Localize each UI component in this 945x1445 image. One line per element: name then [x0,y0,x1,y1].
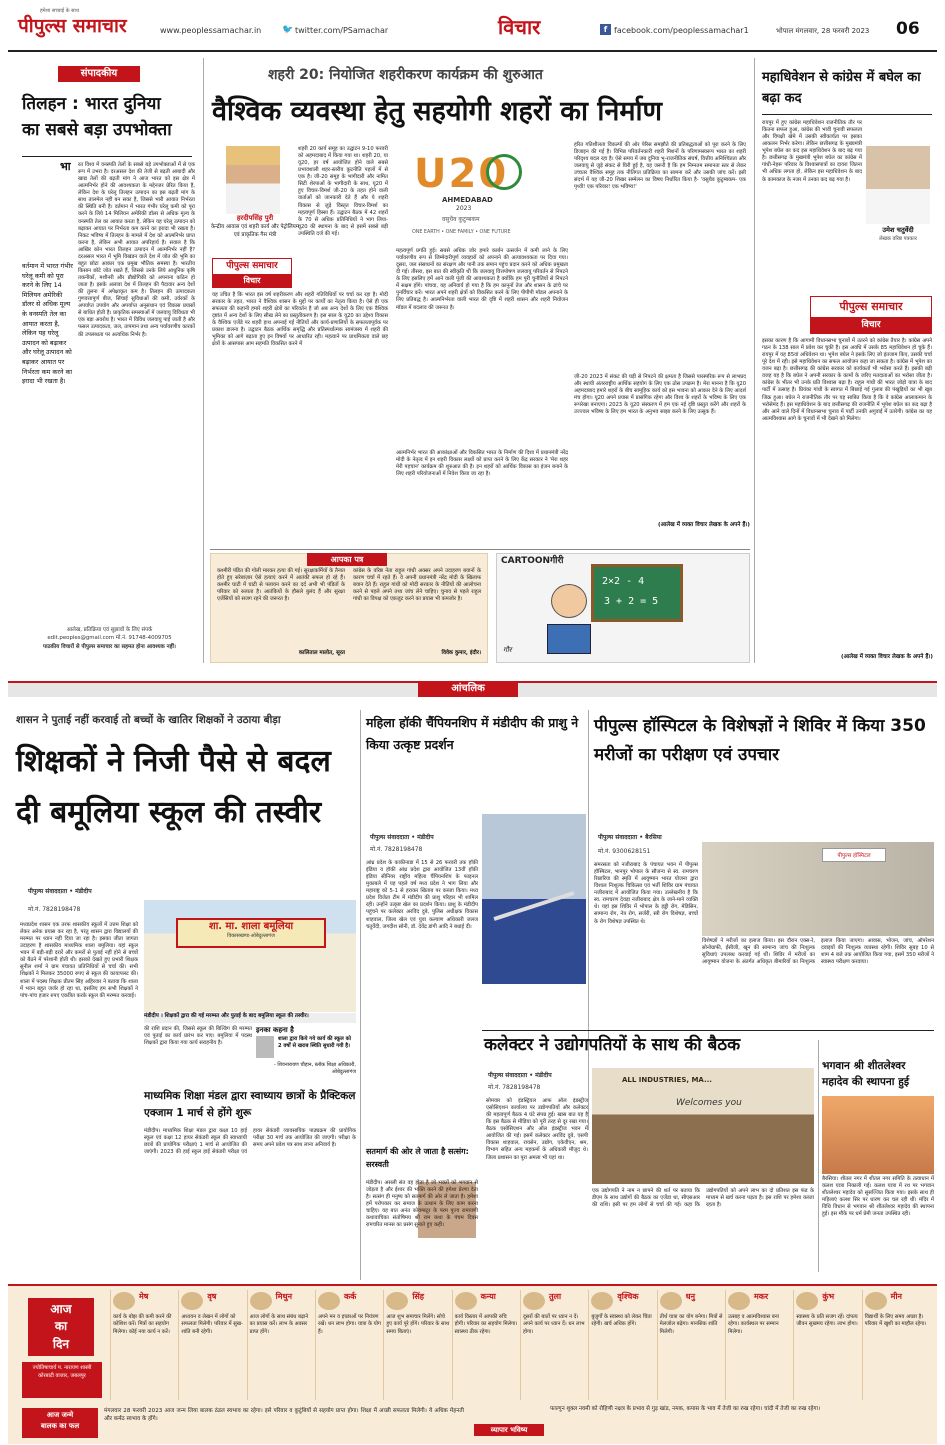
right-body: इसका कारण है कि आगामी विधानसभा चुनावों में उतरने को कांग्रेस तैयार है। कांग्रेस अपने गठन के 138 साल में प्रवेश कर चुकी है। इस अवधि में उसके 85 महाधिवेशन हो चुके हैं। रायपुर में यह 85वां अधिवेशन था। भूपेश बघेल ने इसके लिए जो इंतजाम किए, उसकी चर्चा पूरे देश में रही। इसे महाधिवेशन का सफल आयोजन कहा जा सकता है। कांग्रेस में भूपेश का वजन बढ़ा है। छत्तीसगढ़ की कांग्रेस सरकार को कार्यकर्ता भी भरोसा करते हैं। इसकी बड़ी वजह यह है कि बघेल ने अपनी सरकार के कामों के जरिए मतदाताओं का भरोसा जीता है। कांग्रेस के भीतर भी उनके प्रति विश्वास बढ़ा है। राहुल गांधी की भारत जोड़ो यात्रा के बाद पार्टी में उत्साह है। प्रियंका गांधी के स्वागत में बिछाई गई गुलाब की पंखुड़ियों का भी खूब जिक्र हुआ। बघेल ने राजनीतिक तौर पर यह साबित किया है कि वे कांग्रेस आलाकमान के भरोसेमंद हैं। इस महाधिवेशन के बाद छत्तीसगढ़ की राजनीति में भूपेश बघेल का कद बढ़ा है और आने वाले दिनों में विधानसभा चुनाव में पार्टी उनकी अगुवाई में उतरेगी। कांग्रेस का यह आत्मविश्वास आगे के चुनावों में भी देखने को मिलेगा। [762,338,932,422]
story1-body2: की राशि प्रदान की, जिससे स्कूल की बिल्डिंग की मरम्मत एवं पुताई का कार्य प्रारंभ कर पाए। बमूलिया में पदस्थ शिक्षकों द्वारा किया गया कार्य सराहनीय है। [144,1026,252,1047]
zodiac-sign-text: उत्साह व आत्मविश्वास बना रहेगा। कार्यस्थल पर सम्मान मिलेगा। [728,1314,779,1335]
right-author-photo [866,146,930,224]
editorial-contact-2[interactable]: edit.peoples@gmail.com मो.नं. 91748-4009705 [47,635,172,642]
horoscope-astrologer: ज्योतिषाचार्य प. नारायण शास्त्री कोरबाटी वाजार, जबलपुर [22,1362,102,1398]
zodiac-sign [657,1290,725,1400]
story1-caption: मंडीदीप । शिक्षकों द्वारा की गई मरम्मत और पुताई के बाद बमूलिया स्कूल की तस्वीर। [144,1013,356,1023]
story5-photo [822,1096,934,1174]
page-number: 06 [896,19,920,39]
story2-sub-body: मंडीदीप। असली संत वह होता है जो भक्तों को भगवान से जोड़ता है और ईश्वर की भक्ति करने की हमेशा प्रेरणा देता है। सत्संग ही मनुष्य को सतमार्ग की ओर ले जाता है। हमेशा हमें परोपकार कर समाज के उत्थान के लिए काम करना चाहिए। यह बात अनंत कोयम्बटूर के परम पूज्य रामायणी कथावाचिका संतोषिमय श्री राम कथा के पंचम दिवस रामचरित मानस का प्रसंग सुनाते हुए कही। [366,1180,478,1229]
right-body-top: रायपुर में हुए कांग्रेस महाधिवेशन राजनीतिक तौर पर कितना सफल हुआ, कांग्रेस की भावी चुनावी सफलता और विपक्षी खेमे में उसकी स्वीकार्यता पर इसका आकलन निर्भर करेगा। लेकिन छत्तीसगढ़ के मुख्यमंत्री भूपेश बघेल का कद इस महाधिवेशन के बाद बढ़ गया है। छत्तीसगढ़ के मुखमंत्री भूपेश बघेल का कांग्रेस में गांधी-नेहरू परिवार के विश्वासपात्रों का दायरा जितना भी अधिक लगता हो, लेकिन इस महाधिवेशन के बाद के कामकाज के नजर में उनका कद बढ़ गया है। [762,120,862,183]
zodiac-sign-name: कुंभ [822,1292,835,1301]
story3-body: समरसता को नजीराबाद के पंचायत भवन में पीपुल्स हॉस्पिटल, भानपुर भोपाल के सौजन्य से स्व. रामचरण रिछारिया की स्मृति में आयुष्मान भारत योजना द्वारा विशाल निःशुल्क चिकित्सा एवं भर्ती शिविर ग्राम पंचायत नजीराबाद में आयोजित किया गया। उल्लेखनीय है कि स्व. रामचरण देवड़ा नजीराबाद क्षेत्र के जाने-माने व्यक्ति थे। यहां इस शिविर में भोपाल के हड्डी रोग, मेडिसिन, सामान्य रोग, नेत्र रोग, सर्जरी, स्त्री रोग विशेषज्ञ, बच्चों के रोग विशेषज्ञ उपस्थित थे। [594,862,698,925]
zodiac-sign-text: तीर्थ यात्रा का योग बनेगा। मित्रों से मेलजोल बढ़ेगा। मानसिक शांति मिलेगी। [659,1314,723,1335]
lead-author-photo [226,146,280,214]
zodiac-sign-name: वृश्चिक [617,1292,639,1301]
zodiac-icon [523,1292,545,1310]
story1-quote-text: शाला द्वारा किये गये कार्य की स्कूल को 2 वर्षों से खराब स्थिति सुधारी गयी है। [278,1036,351,1050]
story1-body: मध्यप्रदेश शासन एक तरफ शासकीय स्कूलों में उत्तम शिक्षा को लेकर अनेक प्रयास कर रहा है, परंतु शासन द्वारा विद्यालयों की मरम्मत पर ध्यान नहीं दिया जा रहा है। इसका जीता जागता उदाहरण है शासकीय माध्यमिक शाला बमूलिया। यहां स्कूल भवन में बड़ी-बड़ी दरारें और कमरों से पुताई नहीं होने से बच्चों को बैठने में परेशानी होती थी। इसको देखते हुए प्रभारी शिक्षक सुनील शर्मा ने ग्राम पंचायत प्रतिनिधियों से चर्चा की। सभी शिक्षकों ने मिलकर 35000 रुपए से स्कूल की कायापलट की। शाला में पदस्थ शिक्षक प्रीतम सिंह अहिरवार ने बताया कि शाला में भवन बहुत जर्जर हो रहा था, इसलिए हम सभी शिक्षकों ने पांच-पांच हजार रुपए एकत्रित करके स्कूल की मरम्मत करवाई। [20,922,138,999]
u20-logo-text: U20 [414,151,509,197]
story1-photo [144,900,356,1012]
right-author-name: उमेश चतुर्वेदी [882,226,914,234]
story4-byline: पीपुल्स संवाददाता • मंडीदीप [488,1072,552,1079]
u20-lotus-icon [486,154,522,190]
zodiac-icon [865,1292,887,1310]
zodiac-sign [520,1290,588,1400]
cartoon-board-line2: 3 + 2 = 5 [604,596,659,607]
u20-logo-year: 2023 [456,205,472,212]
story2-photo [482,814,586,984]
zodiac-sign-text: अपने मन व इच्छाओं पर नियंत्रण रखें। धन लाभ होगा। यात्रा के योग हैं। [318,1314,381,1335]
facebook-link[interactable]: facebook.com/peoplessamachar1 [614,26,749,35]
u20-logo-motto: ONE EARTH • ONE FAMILY • ONE FUTURE [412,230,511,235]
zodiac-icon [728,1292,750,1310]
story4-banner-1: ALL INDUSTRIES, MA... [622,1076,712,1084]
letters-col2: कांग्रेस के वरिष्ठ नेता राहुल गांधी अक्सर अपने उदाहरण बयानों के कारण चर्चा में रहते हैं। वे अपनी प्रधानमंत्री नरेंद्र मोदी के खिलाफ बयान देते हैं। राहुल गांधी को मोदी सरकार के नीतियों की आलोचना करने से पहले अपने तथ्य जांच लेने चाहिए। चुनाव से पहले राहुल गांधी का विपक्ष को एकजुट करने का प्रयास भी कमजोर है। [353,568,481,603]
lead-col3: महत्वपूर्ण प्रगति हुई। सबसे अधिक जोर हमारे कार्बन उत्सर्जन में कमी लाने के लिए पर्यावरणीय रूप से जिम्मेदारीपूर्ण व्यवहारों को अपनाने की अत्यावश्यकता पर दिया गया। दूसरा, जल संसाधनों का संरक्षण और पानी तक समान पहुंच प्रदान करने को अधिक प्रमुखता दी गई। तीसरा, इस बात की स्वीकृति थी कि जलवायु वित्तपोषण जलवायु परिवर्तन से निपटने के लिए इसलिए हमें आने वाली पूंजी की आवश्यकता है क्योंकि हम पूरी चुनौतियों से निपटने में सक्षम होंगे। पांचवा, यह अनिवार्य हो गया है कि हम कानूनों तेज और शासन के ढांचे पर पुनर्विचार करें। भारत अपने शहरी क्षेत्रों को विकसित करने के लिए पीपीपी मॉडल अपनाने के लिए प्रतिबद्ध है। आत्मनिर्भरता वाली भारत की दृष्टि में शहरी शासन और शहरी नियोजन मॉडल में बदलाव की जरूरत है। [396,248,568,311]
story1-sub-headline: माध्यमिक शिक्षा मंडल द्वारा स्वाध्याय छात्रों के प्रैक्टिकल एक्जाम 1 मार्च से होंगे शुरू [144,1090,356,1119]
story3-clinic-sign: पीपुल्स हॉस्पिटल [822,848,886,862]
zodiac-sign-name: कर्क [344,1292,357,1301]
story3-byline: पीपुल्स संवाददाता • बैरसिया [598,834,662,841]
cartoon [496,553,750,663]
lead-col2: शहरी 20 कार्य समूह का उद्घाटन 9-10 फरवरी को अहमदाबाद में किया गया था। शहरी 20, या यू20, हर वर्ष आयोजित होने वाले सबसे प्रभावशाली शहर-स्तरीय कूटनीति पहलों में से एक है। जी-20 समूह के भागीदारी और नामित सिटी शेरपाओं के भागीदारी के साथ, यू20 में हुए विचार-विमर्श जी-20 के तहत होने वाली वार्ताओं को जानकारी देते हैं और ये शहरी विकास से जुड़े विस्तृत विचार-विमर्श का महत्वपूर्ण हिस्सा हैं। उद्घाटन बैठक में 42 शहरों के 70 से अधिक प्रतिनिधियों ने भाग लिया- यू20 की स्थापना के बाद से इसमें सबसे बड़ी उपस्थिति दर्ज की गई। [298,146,388,237]
editorial-contact [22,626,197,656]
lead-col2b: यह उचित है कि भारत इस वर्ष शहरीकरण और शहरी गतिविधियों पर चर्चा कर रहा है। मोदी सरकार के तहत, भारत ने वैश्विक शासन के मुद्दों पर कार्यों का नेतृत्व किया है। ऐसे ही एक सफलता की कहानी हमारे शहरी क्षेत्रों का परिवर्तन है जो अब अन्य देशों के लिए एक वैश्विक दृष्टांत में अन्य देशों के लिए सीख लेने का प्रस्तुतीकरण है। इस साल के यू20 का उद्देश्य विकास के वैश्विक एजेंडे पर शहरी हाथ अपनाई गई नीतियों और कार्य-प्रणालियों के सफलतापूर्वक पर प्रकाश डालना है। उद्घाटन बैठक आर्थिक समृद्धि और प्रतिस्पर्धात्मक सामंजस्य में शहरी की भूमिका को आगे बढ़ाता हुए इन विषयों पर आधारित रही। महत्वाने पर प्राथमिकता वाले छह क्षेत्रों के आसपास आम सहमति विकसित करने में [212,292,388,348]
story1-photo-sign-title: शा. मा. शाला बमूलिया [208,921,294,932]
editorial-contact-1: आलेख, प्रतिक्रिया एवं सुझावों के लिए संपर्क [66,627,153,633]
zodiac-sign-name: मेष [139,1292,149,1301]
story1-mobile: मो.नं. 7828198478 [28,906,81,913]
story3-photo [702,842,934,936]
story4-mobile: मो.नं. 7828198478 [488,1084,541,1091]
birth-label-1: आज जन्मे [46,1411,74,1419]
u20-logo [396,144,536,244]
cartoon-board-line1: 2×2 - 4 [602,576,645,587]
story5-headline: भगवान श्री शीतलेश्वर महादेव की स्थापना हुई [822,1060,910,1089]
lead-note: (आलेख में व्यक्त विचार लेखक के अपने हैं।) [658,522,750,528]
zodiac-sign [725,1290,793,1400]
letters-col1-signature: कालिताल मालोत, सूरत [298,650,345,656]
twitter-link[interactable]: twitter.com/PSamachar [295,26,389,35]
cartoon-figure [551,584,587,618]
story1-headline: शिक्षकों ने निजी पैसे से बदल दी बमूलिया स्कूल की तस्वीर [16,744,331,830]
letters-col2-signature: विवेक कुमार, इंदौर। [441,650,481,656]
right-brand: पीपुल्स समाचार [839,300,903,313]
story4-photo [592,1068,814,1184]
zodiac-sign [247,1290,315,1400]
story1-kicker: शासन ने पुताई नहीं करवाई तो बच्चों के खातिर शिक्षकों ने उठाया बीड़ा [16,714,281,726]
zodiac-icon [386,1292,408,1310]
cartoon-title: CARTOONगीरी [501,556,564,566]
editorial-body: रत विश्व में वनस्पति तेलों के सबसे बड़े उपभोक्ताओं में से एक रूप में उभरा है। दरअसल देश की तेजी से बढ़ती आबादी और खाद्य तेलों की बढ़ती मांग ने आज भारत को इस क्षेत्र में आत्मनिर्भर होने की आवश्यकता के मद्देनजर प्रेरित किया है, लेकिन देश के घरेलू तिलहन उत्पादन का इस बढ़ती मांग के साथ तालमेल नहीं बन सका है, जिससे भारी आयात निर्भरता की स्थिति बनी है। वर्तमान में भारत गंभीर घरेलू कमी को पूरा करने के लिये 14 मिलियन अमेरिकी डॉलर से अधिक मूल्य के वनस्पति तेल का आयात करता है, लेकिन यह घरेलू उत्पादन को बढ़ाकर आयात पर निर्भरता कम करने का इरादा भी रखता है। निकट भविष्य में तिलहन के मामले में देश को आत्मनिर्भर प्राप्त करना है, लेकिन अभी आयात अपरिहार्य है। सवाल है कि आखिर कोन भारत तिलहन उत्पादन में आत्मनिर्भर नहीं है? दरअसल भारत में भूमि विखंडन वाले देश में जोत की भूमि का बहुत छोटा आकार एक प्रमुख भौतिक समस्या है। भारतीय किसान छोटे जोत रखते हैं, जिससे उनके लिये आधुनिक कृषि तकनीकों, मशीनरी और प्रौद्योगिकी को अपनाना कठिन हो जाता है। इसके अलावा देश में तिलहन की पैदावार अन्य देशों की तुलना में अपेक्षाकृत कम है। तिलहन की उत्पादकता गुणवत्तापूर्ण बीज, सिंचाई सुविधाओं की कमी, उर्वरकों के अपर्याप्त उपयोग और अपर्याप्त अनुसंधान एवं विकास प्रयासों से बाधित होती है। प्राकृतिक समस्याओं में जलवायु विविधता भी एक बड़ा अवरोध है। भारत में विविध जलवायु पाई जाती है और फसल उत्पादकता, जल, तापमान तथा अन्य पर्यावरणीय कारकों की उपलब्धता पर अत्यधिक निर्भर है। [78,162,195,338]
horoscope-title-1: आज [50,1302,72,1316]
editorial-headline: तिलहन : भारत दुनिया का सबसे बड़ा उपभोक्ता [22,94,172,140]
horoscope [8,1284,937,1444]
story3-body2: विशेषज्ञों ने मरीजों का इलाज किया। इस दौरान एक्स-रे, सोनोग्राफी, ईसीजी, खून की सामान्य जांच की निःशुल्क सुविधाएं उपलब्ध करवाई गई थीं। शिविर में मरीजों का आयुष्मान योजना के अंतर्गत अधिकृत बीमारियों का निःशुल्क इलाज किया जाएगा। आवास, भोजन, जांच, ऑपरेशन दवाइयों की निःशुल्क व्यवस्था रहेगी। शिविर सुबह 10 से शाम 4 बजे तक आयोजित किया गया, इसमें 350 मरीजों ने स्वास्थ्य परीक्षण करवाया। [702,938,934,966]
story3-headline: पीपुल्स हॉस्पिटल के विशेषज्ञों ने शिविर में किया 350 मरीजों का परीक्षण एवं उपचार [594,716,926,765]
lead-brand-section: विचार [213,274,291,287]
lead-col4: हरित गतिशीलता विकल्पों की ओर पेरिस समझौते की प्रतिबद्धताओं को पूरा करने के लिए डिजाइन की गई है। विभिन्न परिवर्तनकारी शहरी मिशनों के परिणामस्वरूप भारत का शहरी परिदृश्य बदल रहा है। ऐसे समय में जब दुनिया भू-राजनीतिक संघर्ष, वित्तीय अनिश्चितता और जलवायु से जुड़े संकट से घिरी हुई है, यह जरूरी है कि हम निम्नतम समानता स्तर से लेकर उच्चतर वैश्विक समूह तक नीतिगत प्रतिक्रिया का सामना करें और उसकी जांच करें। इसी संदर्भ में यह जी-20 शिखर सम्मेलन का विषय निर्धारित किया है- 'वसुधैव कुटुम्बकम- एक पृथ्वी! एक परिवार! एक भविष्य!' [574,142,746,191]
zodiac-sign-name: मकर [754,1292,769,1301]
letters-box [210,553,488,663]
zodiac-icon [591,1292,613,1310]
zodiac-sign-text: आज शुभ समाचार मिलेंगे। सोचे हुए कार्य पूरे होंगे। परिवार के साथ समय बिताएं। [386,1314,450,1335]
zodiac-sign [862,1290,930,1400]
horoscope-title-2: का [54,1319,68,1334]
zodiac-sign-text: दूसरों की बातों पर ध्यान न दें। अपने कार्य पर ध्यान दें। धन लाभ होगा। [523,1314,585,1335]
story2-headline: महिला हॉकी चैंपियनशिप में मंडीदीप की प्राशु ने किया उत्कृष्ट प्रदर्शन [366,715,579,752]
story1-photo-sign-sub: विकासखण्ड-ओबेदुल्लागंज [227,933,275,939]
dateline: भोपाल मंगलवार, 28 फरवरी 2023 [776,27,870,35]
zodiac-grid [110,1290,930,1400]
horoscope-title-3: दिन [52,1336,70,1351]
horoscope-title-box [28,1298,94,1356]
trade-text: फाल्गुन शुक्ल नवमी को रोहिणी नक्षत्र के प्रभाव से गुड़ खांड, नमक, कपास के भाव में तेजी का रुख रहेगा। चांदी में तेजी का रुख रहेगा। [550,1406,821,1412]
lead-brand-box [212,258,292,288]
lead-headline: वैश्विक व्यवस्था हेतु सहयोगी शहरों का निर्माण [212,96,663,127]
zodiac-sign-text: विद्यार्थी के लिए समय अच्छा है। परिवार में खुशी का माहौल रहेगा। [864,1314,927,1328]
website-link[interactable]: www.peoplessamachar.in [160,26,262,35]
zodiac-sign-text: आज लोगों के साथ संबंध बढ़ाने का प्रयास करें। लाभ के अवसर प्राप्त होंगे। [249,1314,309,1335]
story2-byline: पीपुल्स संवाददाता • मंडीदीप [370,834,434,841]
letters-title: आपका पत्र [307,553,387,566]
lead-author-desc: केन्द्रीय आवास एवं शहरी कार्य और पेट्रोलियम एवं प्राकृतिक गैस मंत्री [210,224,300,238]
lead-brand: पीपुल्स समाचार [226,261,278,271]
cartoon-blackboard [591,564,683,622]
zodiac-sign [793,1290,861,1400]
story3-mobile: मो.नं. 9300628151 [598,848,651,855]
facebook-icon: f [600,24,611,35]
zodiac-sign-text: कार्य के बोझ की कमी करने की कोशिश करें। मित्रों का सहयोग मिलेगा। कोई नया कार्य न करें। [113,1314,172,1335]
right-note: (आलेख में व्यक्त विचार लेखक के अपने हैं।) [841,654,933,660]
lead-author-name: हरदीपसिंह पुरी [236,214,274,222]
zodiac-icon [250,1292,272,1310]
lead-kicker: शहरी 20: नियोजित शहरीकरण कार्यक्रम की शुरुआत [268,67,543,83]
zodiac-sign-name: मीन [890,1292,902,1301]
zodiac-icon [113,1292,135,1310]
story1-photo-sign [176,918,326,948]
right-author-desc: लेखक वरिष्ठ पत्रकार [879,236,917,242]
story1-quote [256,1026,356,1086]
story1-quote-label: इनका कहना है [256,1026,294,1034]
story4-body: सोमवार को इंडस्ट्रियल आफ ऑल इंडस्ट्रीज एसोसिएशन कार्यालय पर उद्योगपतियों और कलेक्टर की महत्वपूर्ण बैठक 4 घंटे संपन्न हुई। खास बात यह है कि इस बैठक से मीडिया को पूरी तरह से दूर रखा गया। बैठक एसोसिएशन और ऑल इंडस्ट्रीज भवन में आयोजित की गई। इसमें कलेक्टर अरविंद दुबे, एसपी विकास शाहवाल, रायसेन, उद्योग, एकेवीएन, श्रम, विभाग सहित अन्य महकमों के अधिकारी मौजूद थे। जिला प्रशासन का पूरा अमला भी यहां था। [486,1098,588,1161]
story4-body2: एक उद्योगपति ने नाम न छापने की शर्त पर बताया कि डीएम के साथ उद्योगों की बैठक का एजेंडा था, सीएसआर की राशि। इसी पर हम लोगों से चर्चा की गई। कहा कि उद्योगपतियों को अपने लाभ का दो प्रतिशत इस फंड के माध्यम से खर्च करना पड़ता है। इस राशि पर हमेशा कब्जा रहता है। [592,1188,814,1209]
story1-quote-photo [256,1036,274,1058]
u20-logo-hindi: वसुधैव कुटुम्बकम [442,216,480,223]
zodiac-sign-name: मिथुन [275,1292,293,1301]
right-brand-section: विचार [811,317,931,333]
zodiac-sign-text: स्वास्थ्य के प्रति सजग रहें। दांपत्य जीवन सुखमय रहेगा। लाभ होगा। [796,1314,858,1328]
editorial-dropcap: भा [60,160,71,173]
regional-band-label: आंचलिक [418,681,518,697]
zodiac-sign-text: कार्य विस्तार में आपकी रुचि होगी। परिवार का सहयोग मिलेगा। स्वास्थ्य ठीक रहेगा। [454,1314,518,1335]
editorial-label: संपादकीय [58,66,140,82]
birth-text: मंगलवार 28 फरवरी 2023 आज जन्म लिया बालक ठंडल स्वभाव का रहेगा। इसे परिवार व कुटुंबियों से सहयोग प्राप्त होगा। शिक्षा में अच्छी सफलता मिलेगी। ये अधिक मेहनती और कर्मठ स्वभाव के होंगे। [104,1408,464,1422]
editorial-disclaimer: पाठकीय विचारों से पीपुल्स समाचार का सहमत होना आवश्यक नहीं। [43,643,176,650]
masthead-logo: पीपुल्स समाचार [18,15,127,37]
trade-label: व्यापार भविष्य [474,1424,544,1436]
cartoon-artist: गौर [503,646,512,654]
zodiac-icon [455,1292,477,1310]
story1-quote-signature: - शिवनारायण चौहान, ब्लॉक शिक्षा अधिकारी, ओबेदुल्लागंज [273,1062,356,1075]
editorial-sidebar: वर्तमान में भारत गंभीर घरेलू कमी को पूरा करने के लिए 14 मिलियन अमेरिकी डॉलर से अधिक मूल्य के वनस्पति तेल का आयात करता है, लेकिन यह घरेलू उत्पादन को बढ़ाकर और घरेलू उत्पादन को बढ़ाकर आयात पर निर्भरता कम करने का इरादा भी रखता है। [22,262,73,386]
story5-body: बैरसिया। शीतल नगर में शीतल नगर समिति के तत्वाधान में कलश यात्रा निकाली गई। कलश यात्रा में रथ पर भगवान शीतलेश्वर महादेव को सुसज्जित किया गया। इसके साथ ही महिलाएं कलश सिर पर धारण कर चल रही थीं। मंदिर में विधि विधान से भगवान श्री शीतलेश्वर महादेव की स्थापना हुई। इस मौके पर धर्म प्रेमी जनता उपस्थित रही। [822,1176,934,1218]
zodiac-sign [383,1290,451,1400]
zodiac-icon [318,1292,340,1310]
story2-sub-headline: सतमार्ग की ओर ले जाता है सत्संग: सरस्वती [366,1147,469,1169]
zodiac-icon [660,1292,682,1310]
regional-band [8,681,937,697]
story2-body: आंध्र प्रदेश के काकीनाडा में 15 से 26 फरवरी तक हॉकी इंडिया व हॉकी आंध्र प्रदेश द्वारा आयोजित 13वीं हॉकी इंडिया सीनियर राष्ट्रीय महिला चैंपियनशिप के फाइनल मुकाबले में यह पहले वर्ष मध्य प्रदेश ने भाग लिया और महाराष्ट्र को 5-1 से हराकर खिताब पर कब्जा किया। मध्य प्रदेश विजेता टीम में मंडीदीप की प्राशु परिहार भी शामिल रही। उन्होंने उत्कृष्ट खेल का प्रदर्शन किया। प्राशु के मंडीदीप पहुंचने पर कलेक्टर अरविंद दुबे, पुलिस अधीक्षक विकास शाहवाल, जिला खेल एवं युवा कल्याण अधिकारी जलज चतुर्वेदी, जगदीश सोनी, डॉ. देवेंद्र डांगी आदि ने बधाई दी। [366,860,478,930]
zodiac-sign-name: धनु [685,1292,696,1301]
letters-col1: कश्मीरी पंडित की गोली मारकर हत्या की गई। सुरक्षाकर्मियों के तैनात होते हुए सरेबाज़ार ऐसे हत्याएं करने में आतंकी सफल हो रहे हैं। कश्मीर घाटी में घाटी से पलायन करने का दर्द अभी भी पंडितों के परिवार को रुलाता है। आतंकियों के हौसले बुलंद हैं और सुरक्षा एजेंसियों को सजग रहने की जरूरत है। [217,568,345,603]
zodiac-sign-name: सिंह [412,1292,425,1301]
story4-headline: कलेक्टर ने उद्योगपतियों के साथ की बैठक [484,1035,741,1055]
birth-label-2: बालक का फल [40,1422,80,1431]
zodiac-icon [796,1292,818,1310]
lead-col3b: आत्मनिर्भर भारत की आकांक्षाओं और विकसित भारत के निर्माण की दिशा में प्रधानमंत्री नरेंद्र मोदी के नेतृत्व में इन शहरी विकास लक्ष्यों को प्राप्त करने के लिए केंद्र सरकार ने 'मेरा शहर मेरी पहचान' कार्यक्रम की शुरुआत की है। इन शहरों को आर्थिक विकास का इंजन बनाने के लिए शहरी परियोजनाओं में निवेश किया जा रहा है। [396,450,568,478]
zodiac-sign [178,1290,246,1400]
story2-mobile: मो.नं. 7828198478 [370,846,423,853]
masthead [0,0,945,50]
zodiac-sign-name: तुला [549,1292,562,1301]
zodiac-sign-name: वृष [207,1292,217,1301]
zodiac-sign [588,1290,656,1400]
masthead-tagline: हमेशा सच्चाई के साथ [40,8,80,14]
story4-banner-2: Welcomes you [676,1098,742,1108]
cartoon-book [547,624,591,654]
zodiac-sign [452,1290,520,1400]
section-title: विचार [498,15,541,39]
story1-byline: पीपुल्स संवाददाता • मंडीदीप [28,888,92,895]
story1-sub-body: मंडीदीप। माध्यमिक शिक्षा मंडल द्वारा कक्षा 10 हाई स्कूल एवं कक्षा 12 हायर सेकंडरी स्कूल की स्वाध्यायी छात्रों की प्रायोगिक परीक्षाएं 1 मार्च से आयोजित की जाएंगी। 2023 की हाई स्कूल हाई सेकंडरी परीक्षा एवं हायर सेकंडरी व्यावसायिक पाठ्यक्रम की प्रायोगिक परीक्षा 30 मार्च तक आयोजित की जाएगी। परीक्षा के समय अपने प्रवेश पत्र साथ लाना अनिवार्य है। [144,1128,356,1156]
right-headline: महाधिवेशन से कांग्रेस में बघेल का बढ़ा कद [762,70,921,106]
twitter-icon: 🐦 [282,25,294,35]
zodiac-sign-text: बुजुर्गों के स्वास्थ्य को लेकर चिंता रहेगी। खर्च अधिक होंगे। [591,1314,652,1328]
right-brand-box [810,296,932,334]
zodiac-sign [110,1290,178,1400]
zodiac-icon [181,1292,203,1310]
zodiac-sign [315,1290,383,1400]
zodiac-sign-text: अध्ययन व लेखन में लोगों को सफलता मिलेगी। परिवार में सुख-शांति बनी रहेगी। [181,1314,243,1335]
zodiac-sign-name: कन्या [480,1292,496,1301]
birth-label [22,1408,98,1438]
lead-col4b: जी-20 2023 में संकट की घड़ी से निपटने की क्षमता है जिससे पारस्परिक रूप से लाभप्रद और स्थायी अंतरराष्ट्रीय आर्थिक सहयोग के लिए एक ठोस उपक्रम है। मेरा मानना है कि यू20 अहमदाबाद हमारे शहरों के बीच सामूहिक कार्य को इस भावना को आकार देने के लिए आदर्श मंच होगा। यू20 अपने प्रयास में प्रासंगिक रहेगा और विश्व के शहरों के भविष्य के लिए एक रूपरेखा बनाएगा। 2023 के यू20 संस्करण में हम एक नई दृष्टि प्रस्तुत करेंगे और शहरों के उज्ज्वल भविष्य के लिए हम भारत के अनुभव साझा करने के लिए उत्सुक हैं। [574,374,746,416]
u20-logo-city: AHMEDABAD [442,196,493,204]
story2-hockey-stick-icon [493,891,574,921]
